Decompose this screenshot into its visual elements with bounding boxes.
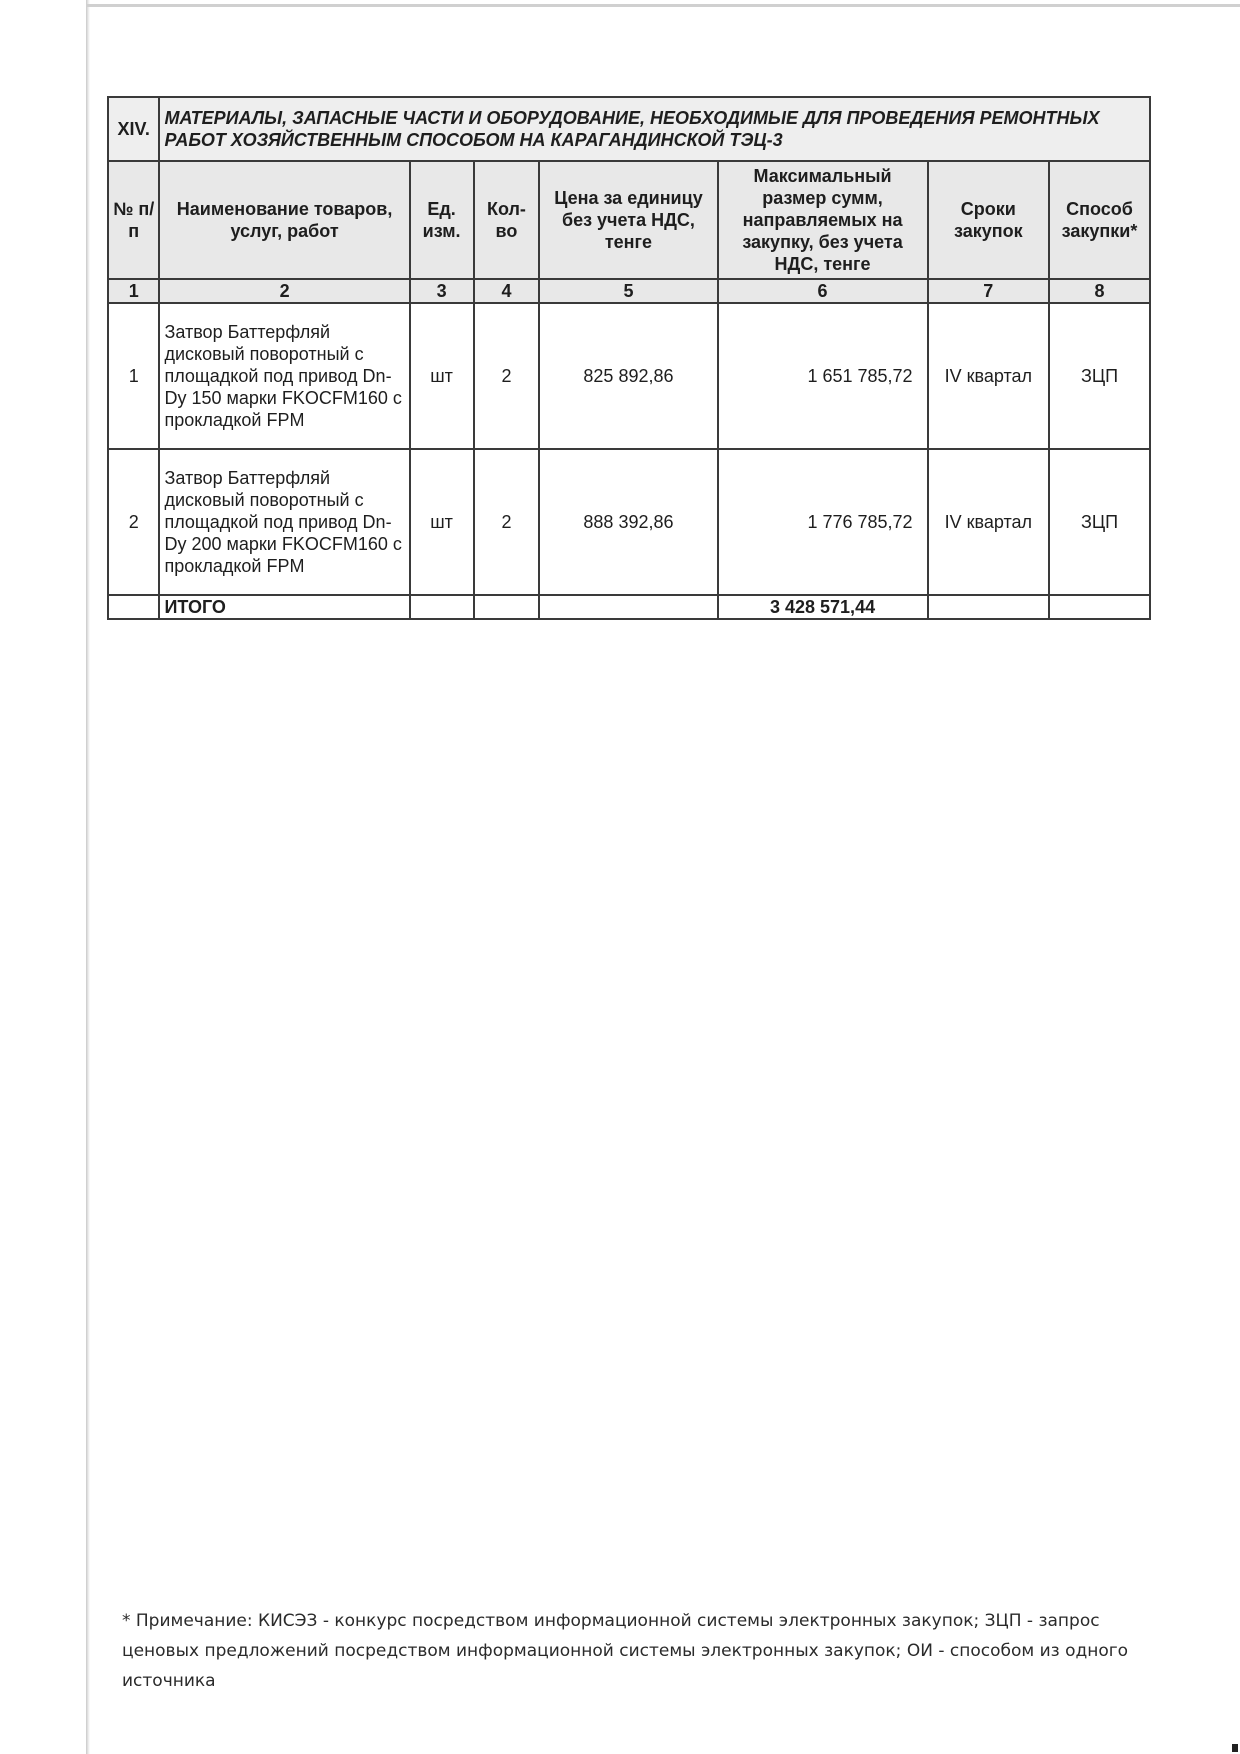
column-header: Цена за единицу без учета НДС, тенге xyxy=(539,161,717,279)
scan-mark xyxy=(1232,1744,1238,1752)
total-empty-cell xyxy=(474,595,540,619)
column-number-row xyxy=(108,279,1150,303)
total-empty-cell xyxy=(928,595,1049,619)
row-number: 1 xyxy=(108,303,159,449)
item-method: ЗЦП xyxy=(1049,303,1150,449)
page-top-edge xyxy=(86,4,1240,7)
section-number: XIV. xyxy=(108,97,159,161)
total-amount: 3 428 571,44 xyxy=(718,595,928,619)
item-term: IV квартал xyxy=(928,303,1049,449)
row-number: 2 xyxy=(108,449,159,595)
section-title: МАТЕРИАЛЫ, ЗАПАСНЫЕ ЧАСТИ И ОБОРУДОВАНИЕ, НЕОБХОДИМЫЕ ДЛЯ ПРОВЕДЕНИЯ РЕМОНТНЫХ РАБОТ ХОЗЯЙСТВЕННЫМ СПОСОБОМ НА КАРАГАНДИНСКОЙ ТЭЦ-3 xyxy=(159,97,1150,161)
column-number: 1 xyxy=(108,279,159,303)
total-empty-cell xyxy=(410,595,474,619)
item-quantity: 2 xyxy=(474,449,540,595)
column-header: Ед. изм. xyxy=(410,161,474,279)
item-unit: шт xyxy=(410,449,474,595)
table-row xyxy=(108,449,1150,595)
column-header: Кол-во xyxy=(474,161,540,279)
item-unit: шт xyxy=(410,303,474,449)
item-method: ЗЦП xyxy=(1049,449,1150,595)
table-row xyxy=(108,303,1150,449)
column-number: 5 xyxy=(539,279,717,303)
column-header-row xyxy=(108,161,1150,279)
page-fold-edge xyxy=(86,0,90,1754)
total-label: ИТОГО xyxy=(159,595,409,619)
item-unit-price: 825 892,86 xyxy=(539,303,717,449)
item-unit-price: 888 392,86 xyxy=(539,449,717,595)
item-max-sum: 1 776 785,72 xyxy=(718,449,928,595)
total-empty-cell xyxy=(108,595,159,619)
footnote: * Примечание: КИСЭЗ - конкурс посредством информационной системы электронных закупок; ЗЦП - запрос ценовых предложений посредством информационной системы электронных закупок; ОИ - способом из одного источника xyxy=(122,1611,1129,1691)
column-header: Максимальный размер сумм, направляемых на закупку, без учета НДС, тенге xyxy=(718,161,928,279)
column-header: № п/п xyxy=(108,161,159,279)
item-quantity: 2 xyxy=(474,303,540,449)
total-row xyxy=(108,595,1150,619)
column-header: Сроки закупок xyxy=(928,161,1049,279)
column-number: 2 xyxy=(159,279,409,303)
column-number: 7 xyxy=(928,279,1049,303)
procurement-table xyxy=(107,96,1151,620)
column-number: 3 xyxy=(410,279,474,303)
item-term: IV квартал xyxy=(928,449,1049,595)
column-number: 8 xyxy=(1049,279,1150,303)
column-header: Способ закупки* xyxy=(1049,161,1150,279)
item-name: Затвор Баттерфляй дисковый поворотный с площадкой под привод Dn-Dy 200 марки FKOCFM160 с прокладкой FPM xyxy=(159,449,409,595)
item-max-sum: 1 651 785,72 xyxy=(718,303,928,449)
total-empty-cell xyxy=(539,595,717,619)
column-number: 6 xyxy=(718,279,928,303)
column-header: Наименование товаров, услуг, работ xyxy=(159,161,409,279)
item-name: Затвор Баттерфляй дисковый поворотный с площадкой под привод Dn-Dy 150 марки FKOCFM160 с прокладкой FPM xyxy=(159,303,409,449)
total-empty-cell xyxy=(1049,595,1150,619)
section-header-row xyxy=(108,97,1150,161)
column-number: 4 xyxy=(474,279,540,303)
